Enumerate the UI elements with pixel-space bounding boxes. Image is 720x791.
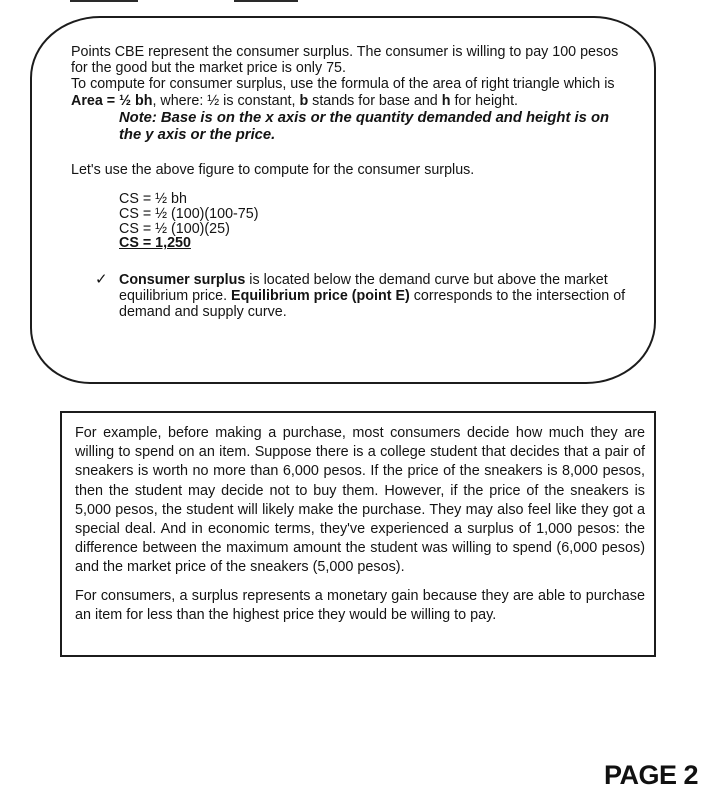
- lets-use-paragraph: Let's use the above figure to compute for the consumer surplus.: [71, 161, 475, 178]
- formula-steps: [119, 192, 631, 251]
- formula-intro-paragraph: To compute for consumer surplus, use the formula of the area of right triangle which is: [71, 76, 615, 93]
- area-definition: [71, 93, 631, 109]
- example-box: [60, 411, 656, 657]
- note-text: Note: Base is on the x axis or the quantity demanded and height is on the y axis or the price.: [119, 109, 610, 143]
- example-paragraph: For example, before making a purchase, most consumers decide how much they are willing to spend on an item. Suppose there is a college student that decides that a pair of sneakers is worth no more than 6,000 pesos. If the price of the sneakers is 8,000 pesos, then the student may decide not to buy them. However, if the price of the sneakers is 5,000 pesos, the student will likely make the purchase. They may also feel like they got a special deal. And in economic terms, they've experienced a surplus of 1,000 pesos: the difference between the maximum amount the student was willing to spend (6,000 pesos) and the market price of the sneakers (5,000 pesos).: [75, 425, 645, 576]
- consumer-surplus-content: [71, 44, 631, 320]
- surplus-gain-paragraph: For consumers, a surplus represents a monetary gain because they are able to purchase an item for less than the highest price they would be willing to pay.: [75, 587, 645, 623]
- formula-step: CS = ½ (100)(25): [119, 220, 230, 237]
- area-where: , where: ½ is constant,: [152, 92, 300, 109]
- check-text-part2: corresponds to the intersection of demand and supply curve.: [119, 288, 626, 321]
- equilibrium-check-item: [95, 271, 631, 321]
- equilibrium-price-term: Equilibrium price (point E): [231, 288, 410, 305]
- formula-step: CS = ½ (100)(100-75): [119, 205, 259, 222]
- top-rule-right: [234, 0, 298, 2]
- base-description: stands for base and: [308, 92, 442, 109]
- consumer-surplus-box: [30, 16, 656, 384]
- area-label: Area = ½ bh: [71, 92, 153, 109]
- height-symbol: h: [441, 92, 451, 109]
- example-content: [75, 424, 645, 625]
- intro-paragraph: Points CBE represent the consumer surplus. The consumer is willing to pay 100 pesos for the good but the market price is only 75.: [71, 44, 619, 77]
- base-symbol: b: [299, 92, 309, 109]
- check-text-part1: is located below the demand curve but above the market equilibrium price.: [119, 272, 608, 305]
- consumer-surplus-term: Consumer surplus: [119, 272, 246, 289]
- page-number: PAGE 2: [604, 760, 699, 790]
- top-rule-left: [70, 0, 138, 2]
- formula-result: CS = 1,250: [119, 235, 191, 252]
- checkmark-icon: ✓: [95, 271, 108, 289]
- height-description: for height.: [450, 92, 519, 109]
- formula-step: CS = ½ bh: [119, 191, 187, 208]
